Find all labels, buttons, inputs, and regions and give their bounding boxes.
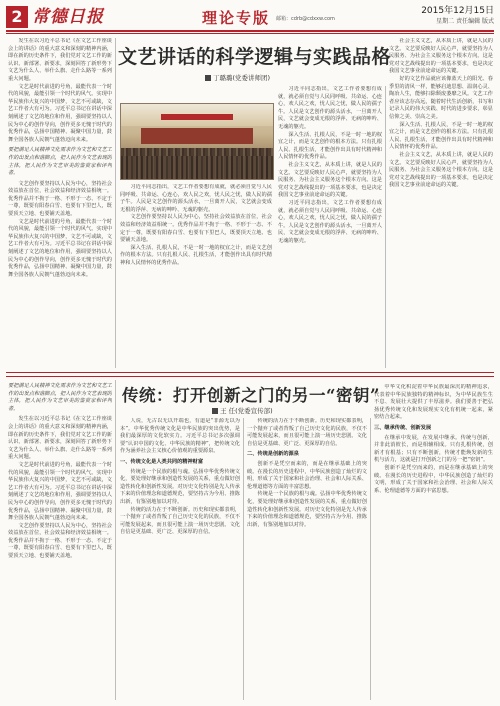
left-body-2: 文艺创作要坚持以人民为中心，坚持社会效益放在首位，社会效益和经济效益相统一。优秀作品并不拘于一格、不形于一态、不定于一尊，既要有阳春白雪、也要有下里巴人，既要顶天立地、也要铺天盖地。 bbox=[8, 180, 112, 218]
left-body: 文艺是时代前进的号角，最能代表一个时代的风貌，最能引领一个时代的风气。实现中华民族伟大复兴的中国梦，文艺不可或缺，文艺工作者大有可为。习近平总书记在讲话中深刻阐述了文艺的地位和作用，强调要坚持以人民为中心的创作导向，创作更多无愧于时代的优秀作品，弘扬中国精神、凝聚中国力量，鼓舞全国各族人民朝气蓬勃迈向未来。 bbox=[8, 83, 112, 143]
column-rule bbox=[385, 86, 386, 368]
editor-contact: 邮箱：cdrb@cdxxw.com bbox=[276, 16, 335, 22]
a2-col2: 传统的活力在于不断创新。历史和现实都表明，一个抛弃了或者背叛了自己历史文化的民族，不仅不可能发展起来，而且很可能上演一场历史悲剧。文化自信是更基础、更广泛、更深厚的自信。 bbox=[247, 418, 367, 447]
masthead bbox=[6, 6, 494, 32]
article-separator bbox=[6, 372, 494, 377]
center-body-1: 习近平同志指出，文艺工作者要想有成就，就必须自觉与人民同呼吸、共命运、心连心，欢人民之欢，忧人民之忧，做人民的孺子牛。人民是文艺创作的源头活水，一旦离开人民，文艺就会变成无根的浮萍、无病的呻吟、无魂的躯壳。 bbox=[120, 184, 272, 213]
left-column bbox=[8, 38, 112, 368]
article-byline-1 bbox=[205, 73, 270, 82]
mid-body-4: 习近平同志指出，文艺工作者要想有成就，就必须自觉与人民同呼吸、共命运、心连心，欢人民之欢，忧人民之忧，做人民的孺子牛。人民是文艺创作的源头活水，一旦离开人民，文艺就会变成无根的浮萍、无病的呻吟、无魂的躯壳。 bbox=[278, 199, 382, 244]
section-title: 理论专版 bbox=[202, 9, 271, 27]
right-body-2: 好的文艺作品就应该像蓝天上的阳光、春季里的清风一样，能够启迪思想、温润心灵、陶冶人生，能够扫除颓废萎靡之风。文艺工作者应该志存高远，随着时代生活创新，书写和记录人民的伟大实践、时代的进步要求，彰显信仰之美、崇高之美。 bbox=[389, 75, 493, 120]
a2-col1b: 传统是一个民族的根与魂。弘扬中华优秀传统文化，要处理好继承和创造性发展的关系，重点做好创造性转化和创新性发展。对历史文化特别是先人传承下来的价值理念和道德规范，要坚持古为今用、推陈出新，有鉴别地加以对待。 bbox=[120, 468, 240, 505]
issue-meta: 星期二 责任编辑 版式 bbox=[436, 18, 494, 25]
left-quote: 要把满足人民精神文化需求作为文艺和文艺工作的出发点和落脚点，把人民作为文艺表现的主体，把人民作为文艺审美的鉴赏家和评判者。 bbox=[8, 147, 112, 177]
mid-column bbox=[278, 86, 382, 368]
center-body-3: 深入生活、扎根人民，不是一时一地的权宜之计，而是文艺创作的根本方法。只有扎根人民、扎根生活，才能创作出具有时代精神和人民情怀的优秀作品。 bbox=[120, 244, 272, 266]
article-byline-2 bbox=[212, 406, 273, 415]
left-body-3: 文艺是时代前进的号角，最能代表一个时代的风貌，最能引领一个时代的风气。实现中华民族伟大复兴的中国梦，文艺不可或缺，文艺工作者大有可为。习近平总书记在讲话中深刻阐述了文艺的地位和作用，强调要坚持以人民为中心的创作导向，创作更多无愧于时代的优秀作品，弘扬中国精神、凝聚中国力量，鼓舞全国各族人民朝气蓬勃迈向未来。 bbox=[8, 218, 112, 278]
lower-left-quote: 要把满足人民精神文化需求作为文艺和文艺工作的出发点和落脚点，把人民作为文艺表现的主体，把人民作为文艺审美的鉴赏家和评判者。 bbox=[8, 383, 112, 412]
a2-col2c: 传统是一个民族的根与魂。弘扬中华优秀传统文化，要处理好继承和创造性发展的关系，重点做好创造性转化和创新性发展。对历史文化特别是先人传承下来的价值理念和道德规范，要坚持古为今用、推陈出新，有鉴别地加以对待。 bbox=[247, 491, 367, 528]
lower-left-body-3: 文艺创作要坚持以人民为中心，坚持社会效益放在首位，社会效益和经济效益相统一。优秀作品并不拘于一格、不形于一态、不定于一尊，既要有阳春白雪、也要有下里巴人，既要顶天立地、也要铺天盖地。 bbox=[8, 522, 112, 560]
column-rule bbox=[243, 418, 244, 700]
a2-col1: 人说，无古以无以开端也，有道是“非源无以为本”。中华优秀传统文化是中华民族的突出优势，是我们最深厚的文化软实力。习近平总书记多次强调要“认识中国的文化、中华民族的精神”，把传统文化作为涵养社会主义核心价值观的重要源泉。 bbox=[120, 418, 240, 455]
meeting-photo bbox=[120, 103, 274, 180]
article2-col-3 bbox=[374, 384, 493, 700]
center-body bbox=[120, 184, 272, 368]
a2-subheading-3: 三、继承传统、创新发展 bbox=[374, 424, 432, 431]
a2-col3: 中华文化积淀着中华民族最深沉的精神追求，代表着中华民族独特的精神标识，为中华民族生生不息、发展壮大提供了丰厚滋养。我们要善于把弘扬优秀传统文化和发展现实文化有机统一起来，紧密结合起来。 bbox=[374, 384, 493, 421]
byline-text: 丁璐璐(党委讲师团) bbox=[213, 74, 271, 82]
column-rule bbox=[370, 418, 371, 700]
mid-body-2: 深入生活、扎根人民，不是一时一地的权宜之计，而是文艺创作的根本方法。只有扎根人民、扎根生活，才能创作出具有时代精神和人民情怀的优秀作品。 bbox=[278, 131, 382, 161]
left-intro: 发生在以习近平总书记《在文艺工作座谈会上的讲话》的重大意义和深刻的精神内涵，即在新的历史条件下，我们党对文艺工作的新认识、新部署、新要求，深刻回答了新形势下文艺为什么人、举什么旗、走什么路等一系列重大问题。 bbox=[8, 38, 112, 82]
lower-left-body-2: 文艺是时代前进的号角，最能代表一个时代的风貌，最能引领一个时代的风气。实现中华民族伟大复兴的中国梦，文艺不可或缺，文艺工作者大有可为。习近平总书记在讲话中深刻阐述了文艺的地位和作用，强调要坚持以人民为中心的创作导向，创作更多无愧于时代的优秀作品，弘扬中国精神、凝聚中国力量，鼓舞全国各族人民朝气蓬勃迈向未来。 bbox=[8, 461, 112, 522]
header-info bbox=[421, 6, 494, 27]
page-number: 2 bbox=[6, 6, 28, 28]
masthead-rule-thin bbox=[6, 33, 494, 34]
right-body-4: 社会主义文艺，从本质上讲，就是人民的文艺。文艺要反映好人民心声，就要坚持为人民服务、为社会主义服务这个根本方向。这是党对文艺战线提出的一项基本要求，也是决定我国文艺事业前途命运的关键。 bbox=[389, 151, 493, 189]
article-title-2: 传统：打开创新之门的另一“密钥” bbox=[122, 386, 380, 405]
a2-subheading-2: 二、传统是创新的源泉 bbox=[247, 451, 299, 458]
right-body: 社会主义文艺，从本质上讲，就是人民的文艺。文艺要反映好人民心声，就要坚持为人民服务、为社会主义服务这个根本方向。这是党对文艺战线提出的一项基本要求，也是决定我国文艺事业前途命运的关键。 bbox=[389, 38, 493, 75]
article2-col-1 bbox=[120, 418, 240, 700]
right-body-3: 深入生活、扎根人民，不是一时一地的权宜之计，而是文艺创作的根本方法。只有扎根人民、扎根生活，才能创作出具有时代精神和人民情怀的优秀作品。 bbox=[389, 121, 493, 151]
article-title-1: 文艺讲话的科学逻辑与实践品格 bbox=[118, 46, 392, 68]
article2-col-2 bbox=[247, 418, 367, 700]
photo-audience-front bbox=[121, 156, 273, 179]
a2-col3b: 在继承中发展，在发展中继承。传统与创新，并非此消彼长，而是相辅相成。只有扎根传统，创新才有根基；只有不断创新，传统才能焕发新的生机与活力，这就是打开创新之门的另一把“密钥”。 bbox=[374, 434, 493, 464]
a2-col3c: 创新不是凭空而来的，而是在继承基础上的突破。在漫长的历史进程中，中华民族创造了灿烂的文明，形成了关于国家和社会治理、社会和人际关系、伦理道德等方面的丰富思想。 bbox=[374, 464, 493, 494]
paper-logo: 常德日报 bbox=[32, 7, 104, 27]
photo-stage bbox=[141, 128, 253, 144]
lower-left-body: 发生在以习近平总书记《在文艺工作座谈会上的讲话》的重大意义和深刻的精神内涵，即在新的历史条件下，我们党对文艺工作的新认识、新部署、新要求，深刻回答了新形势下文艺为什么人、举什么旗、走什么路等一系列重大问题。 bbox=[8, 416, 112, 461]
column-rule bbox=[115, 38, 116, 368]
byline-text: 王 任(党委宣传部) bbox=[220, 407, 273, 415]
center-body-2: 文艺创作要坚持以人民为中心，坚持社会效益放在首位，社会效益和经济效益相统一。优秀作品并不拘于一格、不形于一态、不定于一尊，既要有阳春白雪、也要有下里巴人，既要顶天立地、也要铺天盖地。 bbox=[120, 214, 272, 244]
left-column-lower bbox=[8, 380, 112, 700]
a2-col2b: 创新不是凭空而来的，而是在继承基础上的突破。在漫长的历史进程中，中华民族创造了灿烂的文明，形成了关于国家和社会治理、社会和人际关系、伦理道德等方面的丰富思想。 bbox=[247, 460, 367, 490]
right-column bbox=[389, 38, 493, 368]
mid-body-3: 社会主义文艺，从本质上讲，就是人民的文艺。文艺要反映好人民心声，就要坚持为人民服务、为社会主义服务这个根本方向。这是党对文艺战线提出的一项基本要求，也是决定我国文艺事业前途命运的关键。 bbox=[278, 161, 382, 199]
mid-body: 习近平同志指出，文艺工作者要想有成就，就必须自觉与人民同呼吸、共命运、心连心，欢人民之欢，忧人民之忧，做人民的孺子牛。人民是文艺创作的源头活水，一旦离开人民，文艺就会变成无根的浮萍、无病的呻吟、无魂的躯壳。 bbox=[278, 86, 382, 130]
column-rule bbox=[115, 380, 116, 700]
masthead-rule bbox=[6, 30, 494, 32]
photo-banner bbox=[161, 114, 233, 120]
byline-marker bbox=[212, 408, 218, 414]
a2-col1c: 传统的活力在于不断创新。历史和现实都表明，一个抛弃了或者背叛了自己历史文化的民族，不仅不可能发展起来，而且很可能上演一场历史悲剧。文化自信是更基础、更广泛、更深厚的自信。 bbox=[120, 506, 240, 536]
byline-marker bbox=[205, 75, 211, 81]
issue-date: 2015年12月15日 bbox=[421, 6, 494, 16]
a2-subheading-1: 一、传统文化是人类共同的精神财富 bbox=[120, 458, 204, 465]
